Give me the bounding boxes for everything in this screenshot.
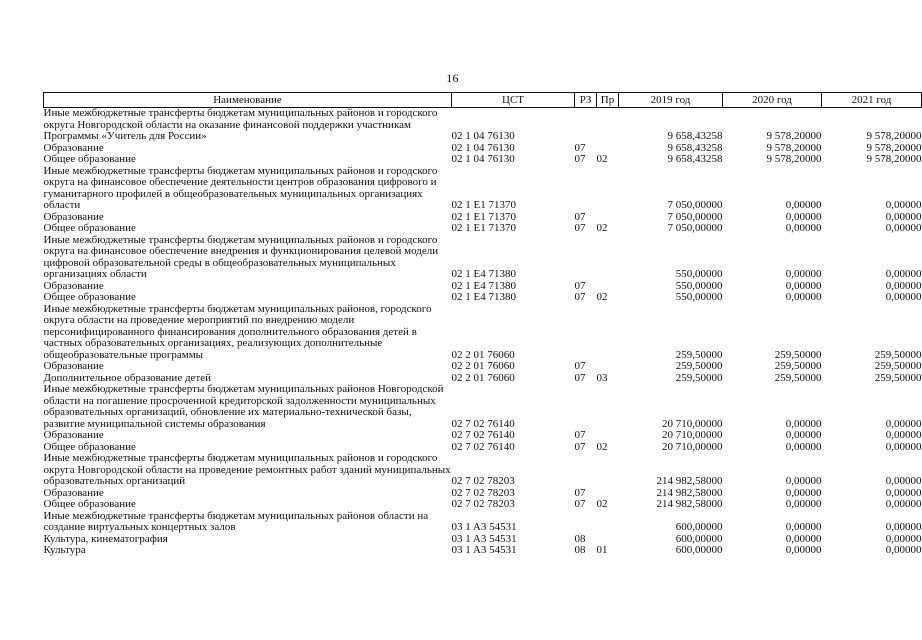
cell-rz bbox=[575, 108, 597, 143]
cell-2019: 9 658,43258 bbox=[667, 141, 723, 154]
cell-rz: 08 bbox=[574, 532, 586, 545]
cell-name: Иные межбюджетные трансферты бюджетам муниципальных районов области на создание виртуальных концертных залов bbox=[43, 509, 429, 533]
cell-2020: 0,00000 bbox=[785, 279, 822, 292]
cell-cst: 02 1 E4 71380 bbox=[451, 279, 516, 292]
cell-2021: 0,00000 bbox=[885, 544, 922, 556]
cell-2021: 0,00000 bbox=[885, 210, 922, 223]
cell-2021: 0,00000 bbox=[885, 417, 922, 430]
cell-cst: 02 1 E1 71370 bbox=[451, 222, 516, 234]
header-cst: ЦСТ bbox=[452, 93, 575, 108]
cell-pr bbox=[597, 235, 619, 281]
cell-2021: 0,00000 bbox=[885, 532, 922, 545]
cell-2020: 259,50000 bbox=[774, 348, 822, 361]
cell-pr bbox=[597, 304, 619, 362]
cell-2021: 259,50000 bbox=[874, 348, 922, 361]
cell-rz bbox=[575, 511, 597, 534]
cell-rz: 07 bbox=[574, 153, 586, 165]
cell-rz bbox=[575, 453, 597, 488]
cell-cst: 02 7 02 78203 bbox=[451, 498, 515, 510]
cell-2020: 0,00000 bbox=[785, 475, 822, 487]
cell-rz: 07 bbox=[574, 141, 586, 154]
header-name: Наименование bbox=[44, 93, 452, 108]
table-row bbox=[44, 511, 922, 534]
cell-2021: 0,00000 bbox=[885, 268, 922, 280]
cell-cst: 03 1 A3 54531 bbox=[451, 544, 517, 556]
cell-pr bbox=[597, 453, 619, 488]
cell-2019: 20 710,00000 bbox=[662, 440, 723, 453]
cell-2019: 214 982,58000 bbox=[656, 498, 723, 510]
table-row bbox=[44, 430, 922, 442]
cell-rz: 07 bbox=[574, 498, 586, 510]
cell-rz: 07 bbox=[574, 279, 586, 292]
cell-rz: 07 bbox=[574, 371, 586, 384]
cell-rz bbox=[575, 166, 597, 212]
cell-2019: 550,00000 bbox=[675, 268, 723, 280]
cell-pr bbox=[597, 361, 619, 373]
cell-name: Образование bbox=[43, 141, 104, 154]
cell-2021: 0,00000 bbox=[885, 486, 922, 499]
cell-2020: 0,00000 bbox=[785, 210, 822, 223]
table-row bbox=[44, 235, 922, 281]
table-body bbox=[44, 108, 922, 557]
cell-pr: 03 bbox=[596, 371, 608, 384]
cell-2019: 20 710,00000 bbox=[662, 417, 723, 430]
cell-2020: 9 578,20000 bbox=[766, 130, 822, 142]
cell-2020: 9 578,20000 bbox=[766, 153, 822, 165]
cell-pr bbox=[597, 108, 619, 143]
cell-2021: 0,00000 bbox=[885, 291, 922, 303]
cell-cst: 02 2 01 76060 bbox=[451, 360, 515, 372]
cell-name: Общее образование bbox=[43, 222, 136, 234]
cell-2019: 259,50000 bbox=[675, 360, 723, 372]
cell-2020: 0,00000 bbox=[785, 291, 822, 303]
cell-2020: 0,00000 bbox=[785, 486, 822, 499]
table-row bbox=[44, 384, 922, 430]
cell-name: Образование bbox=[43, 486, 104, 499]
cell-cst: 02 1 E1 71370 bbox=[451, 199, 516, 211]
cell-cst: 02 7 02 76140 bbox=[451, 417, 515, 430]
cell-2019: 9 658,43258 bbox=[667, 130, 723, 142]
cell-2020: 0,00000 bbox=[785, 532, 822, 545]
cell-rz: 07 bbox=[574, 210, 586, 223]
cell-2021: 9 578,20000 bbox=[866, 130, 922, 142]
table-row bbox=[44, 545, 922, 557]
cell-2019: 7 050,00000 bbox=[667, 210, 723, 223]
cell-2019: 550,00000 bbox=[675, 291, 723, 303]
cell-2019: 600,00000 bbox=[675, 544, 723, 556]
cell-2020: 0,00000 bbox=[785, 268, 822, 280]
cell-cst: 02 1 04 76130 bbox=[451, 130, 515, 142]
cell-pr: 02 bbox=[596, 498, 608, 510]
cell-cst: 02 1 04 76130 bbox=[451, 141, 515, 154]
cell-2019: 550,00000 bbox=[675, 279, 723, 292]
cell-2019: 600,00000 bbox=[675, 521, 723, 533]
cell-name: Общее образование bbox=[43, 153, 136, 165]
table-row bbox=[44, 108, 922, 143]
cell-cst: 03 1 A3 54531 bbox=[451, 521, 517, 533]
cell-2021: 0,00000 bbox=[885, 521, 922, 533]
cell-2021: 0,00000 bbox=[885, 475, 922, 487]
cell-rz: 07 bbox=[574, 440, 586, 453]
cell-cst: 02 1 E4 71380 bbox=[451, 268, 516, 280]
cell-2021: 0,00000 bbox=[885, 498, 922, 510]
cell-2020: 0,00000 bbox=[785, 199, 822, 211]
cell-2021: 0,00000 bbox=[885, 429, 922, 441]
cell-name: Образование bbox=[43, 429, 104, 441]
table-row bbox=[44, 223, 922, 235]
cell-2020: 9 578,20000 bbox=[766, 141, 822, 154]
cell-cst: 02 1 E1 71370 bbox=[451, 210, 516, 223]
cell-2020: 0,00000 bbox=[785, 521, 822, 533]
cell-2021: 0,00000 bbox=[885, 279, 922, 292]
cell-name: Образование bbox=[43, 210, 104, 223]
table-row bbox=[44, 304, 922, 362]
table-row bbox=[44, 154, 922, 166]
table-row bbox=[44, 453, 922, 488]
cell-name: Иные межбюджетные трансферты бюджетам муниципальных районов и городского округа на финансовое обеспечение внедрения и функционирования целевой модели цифровой образовательной среды в общеобразовательных муниципальных организациях области bbox=[43, 233, 439, 280]
cell-2021: 9 578,20000 bbox=[866, 153, 922, 165]
cell-pr bbox=[597, 430, 619, 442]
cell-2021: 259,50000 bbox=[874, 360, 922, 372]
cell-cst: 02 7 02 76140 bbox=[451, 440, 515, 453]
cell-rz: 07 bbox=[574, 360, 586, 372]
header-2020: 2020 год bbox=[723, 93, 822, 108]
cell-2019: 9 658,43258 bbox=[667, 153, 723, 165]
cell-name: Общее образование bbox=[43, 291, 136, 303]
cell-name: Иные межбюджетные трансферты бюджетам муниципальных районов Новгородской области на погашение просроченной кредиторской задолженности муниципальных образовательных организаций, обновление их материально-технической базы, развитие муниципальной системы образования bbox=[43, 383, 444, 430]
table-row bbox=[44, 292, 922, 304]
header-rz: РЗ bbox=[575, 93, 597, 108]
cell-rz: 07 bbox=[574, 291, 586, 303]
cell-name: Иные межбюджетные трансферты бюджетам муниципальных районов и городского округа Новгородской области на оказание финансовой поддержки участникам Программы «Учитель для России» bbox=[43, 107, 438, 142]
cell-pr: 01 bbox=[596, 544, 608, 556]
cell-name: Культура, кинематография bbox=[43, 532, 168, 545]
cell-name: Иные межбюджетные трансферты бюджетам муниципальных районов, городского округа области на проведение мероприятий по внедрению модели персонифицированного финансирования дополнительного образования детей в частных образовательных организациях, реализующих дополнительные общеобразовательные программы bbox=[43, 302, 432, 361]
cell-2020: 0,00000 bbox=[785, 498, 822, 510]
header-2021: 2021 год bbox=[822, 93, 922, 108]
cell-2020: 0,00000 bbox=[785, 429, 822, 441]
cell-cst: 02 7 02 78203 bbox=[451, 486, 515, 499]
cell-name: Иные межбюджетные трансферты бюджетам муниципальных районов и городского округа Новгородской области на проведение ремонтных работ зданий муниципальных образовательных организаций bbox=[43, 452, 451, 487]
cell-pr: 02 bbox=[596, 291, 608, 303]
budget-table bbox=[43, 92, 922, 557]
cell-cst: 02 1 04 76130 bbox=[451, 153, 515, 165]
cell-name: Иные межбюджетные трансферты бюджетам муниципальных районов и городского округа на финансовое обеспечение деятельности центров образования цифрового и гуманитарного профилей в общеобразовательных муниципальных организациях области bbox=[43, 164, 438, 211]
cell-rz: 07 bbox=[574, 222, 586, 234]
cell-rz: 07 bbox=[574, 486, 586, 499]
cell-name: Образование bbox=[43, 279, 104, 292]
table-row bbox=[44, 361, 922, 373]
cell-2020: 259,50000 bbox=[774, 360, 822, 372]
cell-2019: 20 710,00000 bbox=[662, 429, 723, 441]
page-number: 16 bbox=[446, 71, 459, 85]
header-pr: Пр bbox=[597, 93, 619, 108]
cell-2021: 0,00000 bbox=[885, 440, 922, 453]
cell-cst: 02 7 02 78203 bbox=[451, 475, 515, 487]
cell-2021: 9 578,20000 bbox=[866, 141, 922, 154]
cell-2020: 0,00000 bbox=[785, 417, 822, 430]
table-header-row bbox=[44, 93, 922, 108]
cell-rz bbox=[575, 304, 597, 362]
cell-pr: 02 bbox=[596, 440, 608, 453]
cell-2020: 0,00000 bbox=[785, 544, 822, 556]
cell-2019: 259,50000 bbox=[675, 371, 723, 384]
cell-cst: 02 2 01 76060 bbox=[451, 371, 515, 384]
cell-pr bbox=[597, 511, 619, 534]
cell-rz: 07 bbox=[574, 429, 586, 441]
cell-pr: 02 bbox=[596, 222, 608, 234]
cell-name: Дополнительное образование детей bbox=[43, 371, 212, 384]
cell-rz bbox=[575, 235, 597, 281]
cell-cst: 02 1 E4 71380 bbox=[451, 291, 516, 303]
cell-cst: 03 1 A3 54531 bbox=[451, 532, 517, 545]
cell-name: Общее образование bbox=[43, 498, 136, 510]
cell-2020: 0,00000 bbox=[785, 440, 822, 453]
table-row bbox=[44, 499, 922, 511]
table-row bbox=[44, 166, 922, 212]
cell-name: Культура bbox=[43, 544, 86, 556]
cell-2021: 259,50000 bbox=[874, 371, 922, 384]
cell-pr bbox=[597, 384, 619, 430]
cell-2019: 7 050,00000 bbox=[667, 222, 723, 234]
cell-rz: 08 bbox=[574, 544, 586, 556]
cell-cst: 02 7 02 76140 bbox=[451, 429, 515, 441]
cell-rz bbox=[575, 384, 597, 430]
cell-2019: 214 982,58000 bbox=[656, 475, 723, 487]
cell-name: Образование bbox=[43, 360, 104, 372]
cell-2020: 259,50000 bbox=[774, 371, 822, 384]
cell-pr: 02 bbox=[596, 153, 608, 165]
cell-2019: 214 982,58000 bbox=[656, 486, 723, 499]
cell-2019: 600,00000 bbox=[675, 532, 723, 545]
cell-2019: 259,50000 bbox=[675, 348, 723, 361]
cell-cst: 02 2 01 76060 bbox=[451, 348, 515, 361]
cell-name: Общее образование bbox=[43, 440, 136, 453]
cell-2021: 0,00000 bbox=[885, 199, 922, 211]
cell-2021: 0,00000 bbox=[885, 222, 922, 234]
cell-2020: 0,00000 bbox=[785, 222, 822, 234]
header-2019: 2019 год bbox=[619, 93, 723, 108]
cell-pr bbox=[597, 166, 619, 212]
cell-2019: 7 050,00000 bbox=[667, 199, 723, 211]
